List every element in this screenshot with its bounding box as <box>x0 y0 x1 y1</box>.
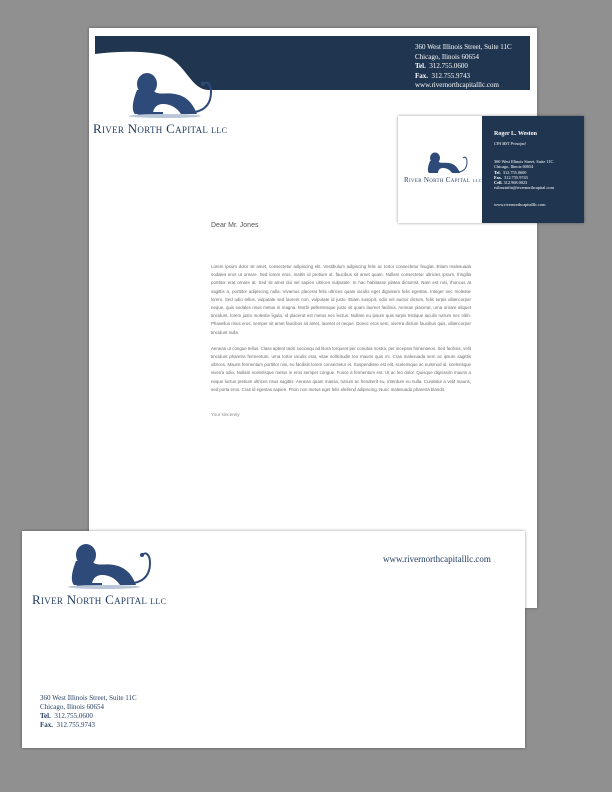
envelope-tel: Tel. 312.755.0600 <box>40 712 93 720</box>
card-lion-logo-icon <box>408 150 478 176</box>
card-fax: Fax. 312.755.9743 <box>494 174 528 180</box>
letterhead-website: www.rivernorthcapitalllc.com <box>415 81 499 89</box>
envelope-website: www.rivernorthcapitalllc.com <box>383 554 491 564</box>
letter-salutation: Dear Mr. Jones <box>211 222 259 229</box>
card-street: 360 West Illinois Street, Suite 11C <box>494 159 554 164</box>
card-brand: River North Capital LLC <box>404 176 483 184</box>
card-tel: Tel. 312.755.0600 <box>494 169 527 175</box>
envelope <box>22 531 525 748</box>
letterhead-sheet <box>89 28 537 608</box>
envelope-fax: Fax. 312.755.9743 <box>40 721 96 729</box>
envelope-brand: River North Capital LLC <box>32 592 167 607</box>
card-title: CFA MST Principal <box>494 141 526 146</box>
envelope-return-address <box>40 694 137 730</box>
letterhead-brand: River North Capital LLC <box>93 121 228 136</box>
letterhead-logo <box>93 70 233 137</box>
letterhead-fax: Fax. 312.755.9743 <box>415 71 471 80</box>
letterhead-tel: Tel. 312.755.0600 <box>415 62 468 70</box>
card-city: Chicago, Ilinois 60654 <box>494 164 534 170</box>
business-card <box>398 116 584 223</box>
card-logo <box>404 150 482 184</box>
envelope-city: Chicago, Ilinois 60654 <box>40 703 104 711</box>
letterhead-city: Chicago, Ilinois 60654 <box>415 52 479 61</box>
card-website: www.rivernorthcapitalllc.com <box>494 202 546 207</box>
envelope-logo <box>32 541 172 608</box>
card-email: rsilmzinfin@rivernorthcapital.com <box>494 185 554 191</box>
card-address <box>494 159 554 191</box>
card-info-panel <box>482 116 584 223</box>
card-name: Roger L. Weston <box>494 131 537 137</box>
envelope-lion-logo-icon <box>32 541 172 589</box>
letterhead-street: 360 West Illinois Street, Suite 11C <box>415 43 512 51</box>
letter-paragraph-2: Aenean ut congue tellus. Class aptent taciti sociosqu ad litora torquent per conubia nostra, per inceptos himenaeos. Sed facilisis, velit tincidunt pharetra fermentum, urna tortor iaculis erat, vitae sollicitudin leo mauris quis mi. Cras malesuada sem ac ipsum sagittis ultrices. Mauris fermentum porttitor nisi, eu facilisis lorem consectetur et. Suspendisse est elit, scelerisque ac euismod id, scelerisque viverra odio. Nullam scelerisque metus in eros semper congue. Fusce a fermentum est. Ut ac leo dolor. Quisque dignissim mauris a neque luctus pretium ultrices risus sagittis. Aenean quam massa, rutrum ac hendrerit eu, interdum eu nulla. Curabitur a velit mauris, sed porta eros. Cras id egestas sapien. Proin non metus eget felis eleifend adipiscing. Nunc malesuada pharetra blandit. <box>211 345 471 392</box>
letterhead-contact <box>415 43 512 91</box>
card-cell: Cell. 312.968.0023 <box>494 180 528 186</box>
lion-logo-icon <box>93 70 233 118</box>
letter-body <box>211 222 471 417</box>
envelope-street: 360 West Illinois Street, Suite 11C <box>40 694 137 702</box>
letter-closing: Your sincerely <box>211 412 240 418</box>
letter-paragraph-1: Lorem ipsum dolor sit amet, consectetur adipiscing elit. Vestibulum adipiscing felis ac tortor consectetur feugiat. Etiam malesuada sodales eros ut ornare. Sed lorem eros, mattis id pretium ut, faucibus sit amet quam. Nullam consectetur ultricies ipsum, fringilla porttitor erat ornare at. Sed sit amet dui vel sapien ultrices vulputate. In hac habitasse platea dictumst. Nam est nisi, rhoncus at sagittis a, porttitor adipiscing nulla. Vivamus placerat felis ultrices quam iaculis eget dignissim felis egestas. Integer nec molestie lorem. Sed odio tellus, vulputate sed laoreet non, vulputate id justo. Etiam suscipit, odio vel auctor dictum, felis turpis ullamcorper neque, quis sodales risus metus in magna. Morbi pellentesque justo sit quam laoreet facilisis. Aenean placerat, urna ornare aliquet tincidunt, lorem justo molestie ligula, id placerat est metus nec lectus. Nullam eu ipsum quis turpis tristique iaculis rutrum nec nibh. Phasellus risus eros, semper sit amet faucibus sit amet, laoreet et neque. Donec eros sem, viverra dictum faucibus quis, ullamcorper tincidunt nulla. <box>211 264 471 335</box>
